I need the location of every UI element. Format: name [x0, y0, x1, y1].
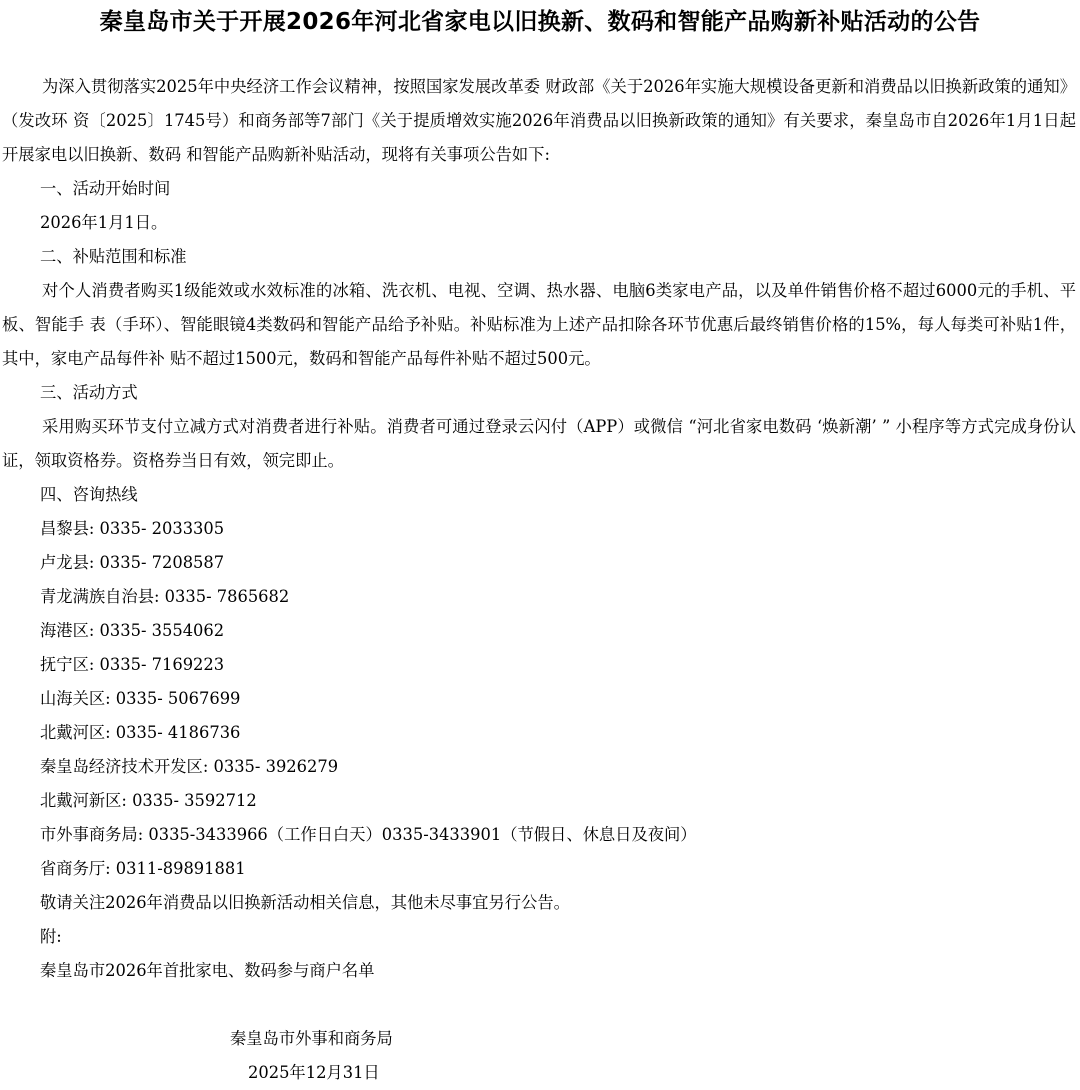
- hotline-item: 市外事商务局: 0335-3433966（工作日白天）0335-3433901（节假日、休息日及夜间）: [40, 825, 697, 844]
- hotline-item: 卢龙县: 0335- 7208587: [40, 553, 225, 572]
- signature-date: 2025年12月31日: [248, 1063, 380, 1082]
- intro-paragraph: 为深入贯彻落实2025年中央经济工作会议精神，按照国家发展改革委 财政部《关于2026年实施大规模设备更新和消费品以旧换新政策的通知》（发改环 资〔2025〕1745号）和商务部等7部门《关于提质增效实施2026年消费品以旧换新政策的通知》有关要求，秦皇岛市自2026年1月1日起开展家电以旧换新、数码 和智能产品购新补贴活动，现将有关事项公告如下:: [2, 77, 1076, 164]
- notice-body: [0, 70, 1080, 988]
- page-title: 秦皇岛市关于开展2026年河北省家电以旧换新、数码和智能产品购新补贴活动的公告: [99, 9, 981, 35]
- attachment-name: 秦皇岛市2026年首批家电、数码参与商户名单: [40, 961, 375, 980]
- hotline-item: 抚宁区: 0335- 7169223: [40, 655, 225, 674]
- hotline-item: 青龙满族自治县: 0335- 7865682: [40, 587, 290, 606]
- hotline-item: 秦皇岛经济技术开发区: 0335- 3926279: [40, 757, 339, 776]
- hotline-item: 山海关区: 0335- 5067699: [40, 689, 241, 708]
- section-heading-method: 三、活动方式: [40, 383, 138, 402]
- signature-organization: 秦皇岛市外事和商务局: [230, 1029, 393, 1048]
- scope-paragraph: 对个人消费者购买1级能效或水效标准的冰箱、洗衣机、电视、空调、热水器、电脑6类家电产品，以及单件销售价格不超过6000元的手机、平板、智能手 表（手环）、智能眼镜4类数码和智能产品给予补贴。补贴标准为上述产品扣除各环节优惠后最终销售价格的15%，每人每类可补贴1件，其中，家电产品每件补 贴不超过1500元，数码和智能产品每件补贴不超过500元。: [2, 281, 1076, 368]
- hotline-item: 省商务厅: 0311-89891881: [40, 859, 246, 878]
- section-heading-scope: 二、补贴范围和标准: [40, 247, 187, 266]
- section-heading-start-time: 一、活动开始时间: [40, 179, 171, 198]
- hotline-item: 海港区: 0335- 3554062: [40, 621, 225, 640]
- section-heading-hotline: 四、咨询热线: [40, 485, 138, 504]
- hotline-item: 昌黎县: 0335- 2033305: [40, 519, 225, 538]
- closing-text: 敬请关注2026年消费品以旧换新活动相关信息，其他未尽事宜另行公告。: [40, 893, 570, 912]
- start-date-text: 2026年1月1日。: [40, 213, 168, 232]
- attachment-label: 附:: [40, 927, 62, 946]
- hotline-item: 北戴河区: 0335- 4186736: [40, 723, 241, 742]
- method-paragraph: 采用购买环节支付立减方式对消费者进行补贴。消费者可通过登录云闪付（APP）或微信 “河北省家电数码 ‘焕新潮’ ” 小程序等方式完成身份认证，领取资格券。资格券当日有效，领完即止。: [2, 417, 1076, 470]
- hotline-item: 北戴河新区: 0335- 3592712: [40, 791, 257, 810]
